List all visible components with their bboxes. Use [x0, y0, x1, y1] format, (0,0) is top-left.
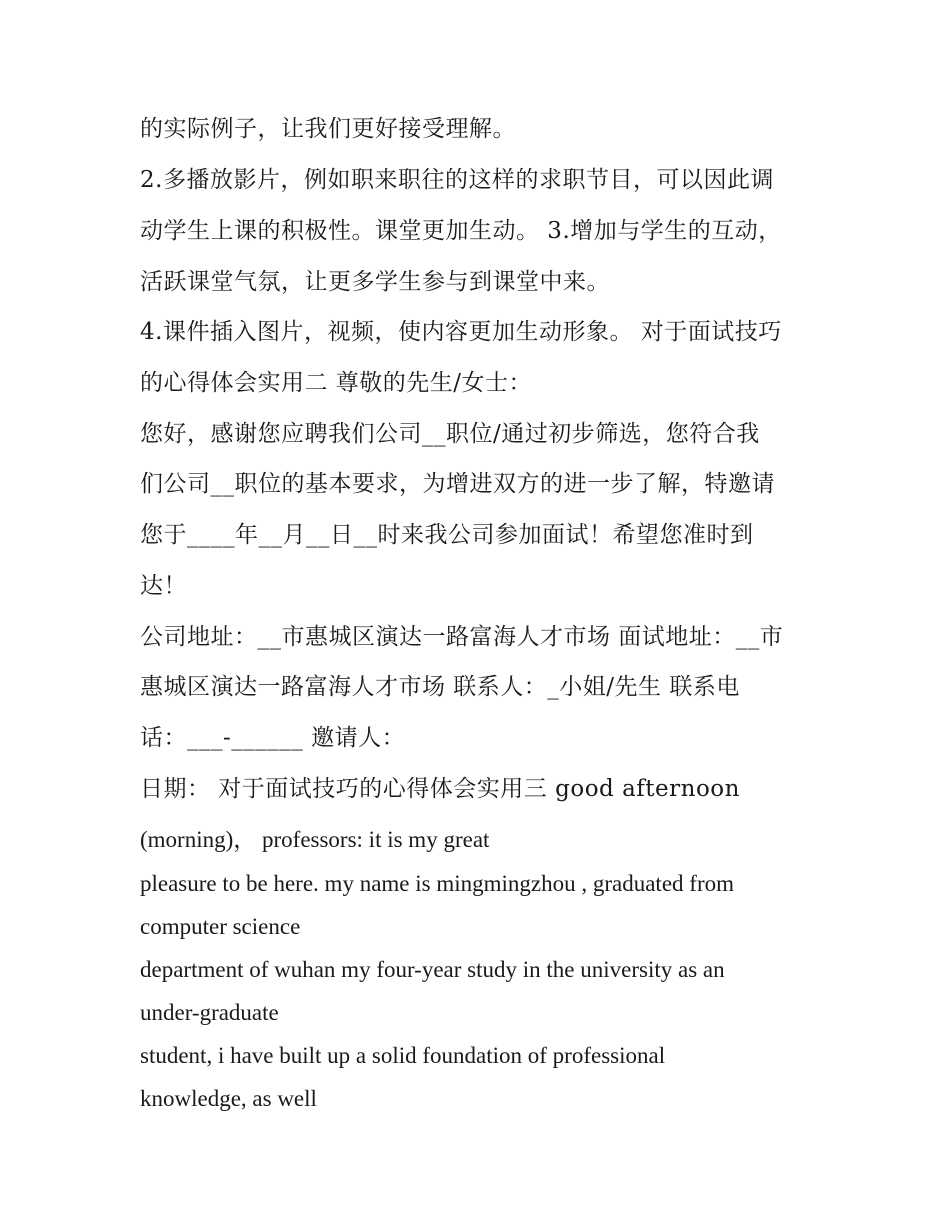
text-line: 您于____年__月__日__时来我公司参加面试！希望您准时到	[140, 522, 754, 548]
text-line: 话：___-______ 邀请人：	[140, 725, 406, 751]
text-line: 公司地址：__市惠城区演达一路富海人才市场 面试地址：__市	[140, 624, 784, 650]
text-line: 2.多播放影片，例如职来职往的这样的求职节目，可以因此调	[140, 167, 774, 193]
text-line: 的心得体会实用二 尊敬的先生/女士：	[140, 370, 533, 396]
text-line: 惠城区演达一路富海人才市场 联系人：_小姐/先生 联系电	[140, 674, 740, 700]
text-line: pleasure to be here. my name is mingmingzhou , graduated from	[140, 871, 734, 896]
text-line: 达！	[140, 573, 187, 599]
text-line: 的实际例子，让我们更好接受理解。	[140, 116, 516, 142]
text-line: 们公司__职位的基本要求，为增进双方的进一步了解，特邀请	[140, 471, 775, 497]
text-line: (morning)， professors: it is my great	[140, 827, 490, 852]
text-line: computer science	[140, 914, 301, 939]
text-line: department of wuhan my four-year study in the university as an	[140, 957, 725, 982]
text-line: student, i have built up a solid foundation of professional	[140, 1043, 666, 1068]
text-line: under-graduate	[140, 1000, 279, 1025]
text-line: 日期： 对于面试技巧的心得体会实用三 good afternoon	[140, 776, 740, 802]
text-line: 您好，感谢您应聘我们公司__职位/通过初步筛选，您符合我	[140, 421, 760, 447]
text-line: 4.课件插入图片，视频，使内容更加生动形象。 对于面试技巧	[140, 319, 782, 345]
text-line: knowledge, as well	[140, 1086, 317, 1111]
text-line: 活跃课堂气氛，让更多学生参与到课堂中来。	[140, 269, 610, 295]
text-line: 动学生上课的积极性。课堂更加生动。 3.增加与学生的互动，	[140, 218, 782, 244]
